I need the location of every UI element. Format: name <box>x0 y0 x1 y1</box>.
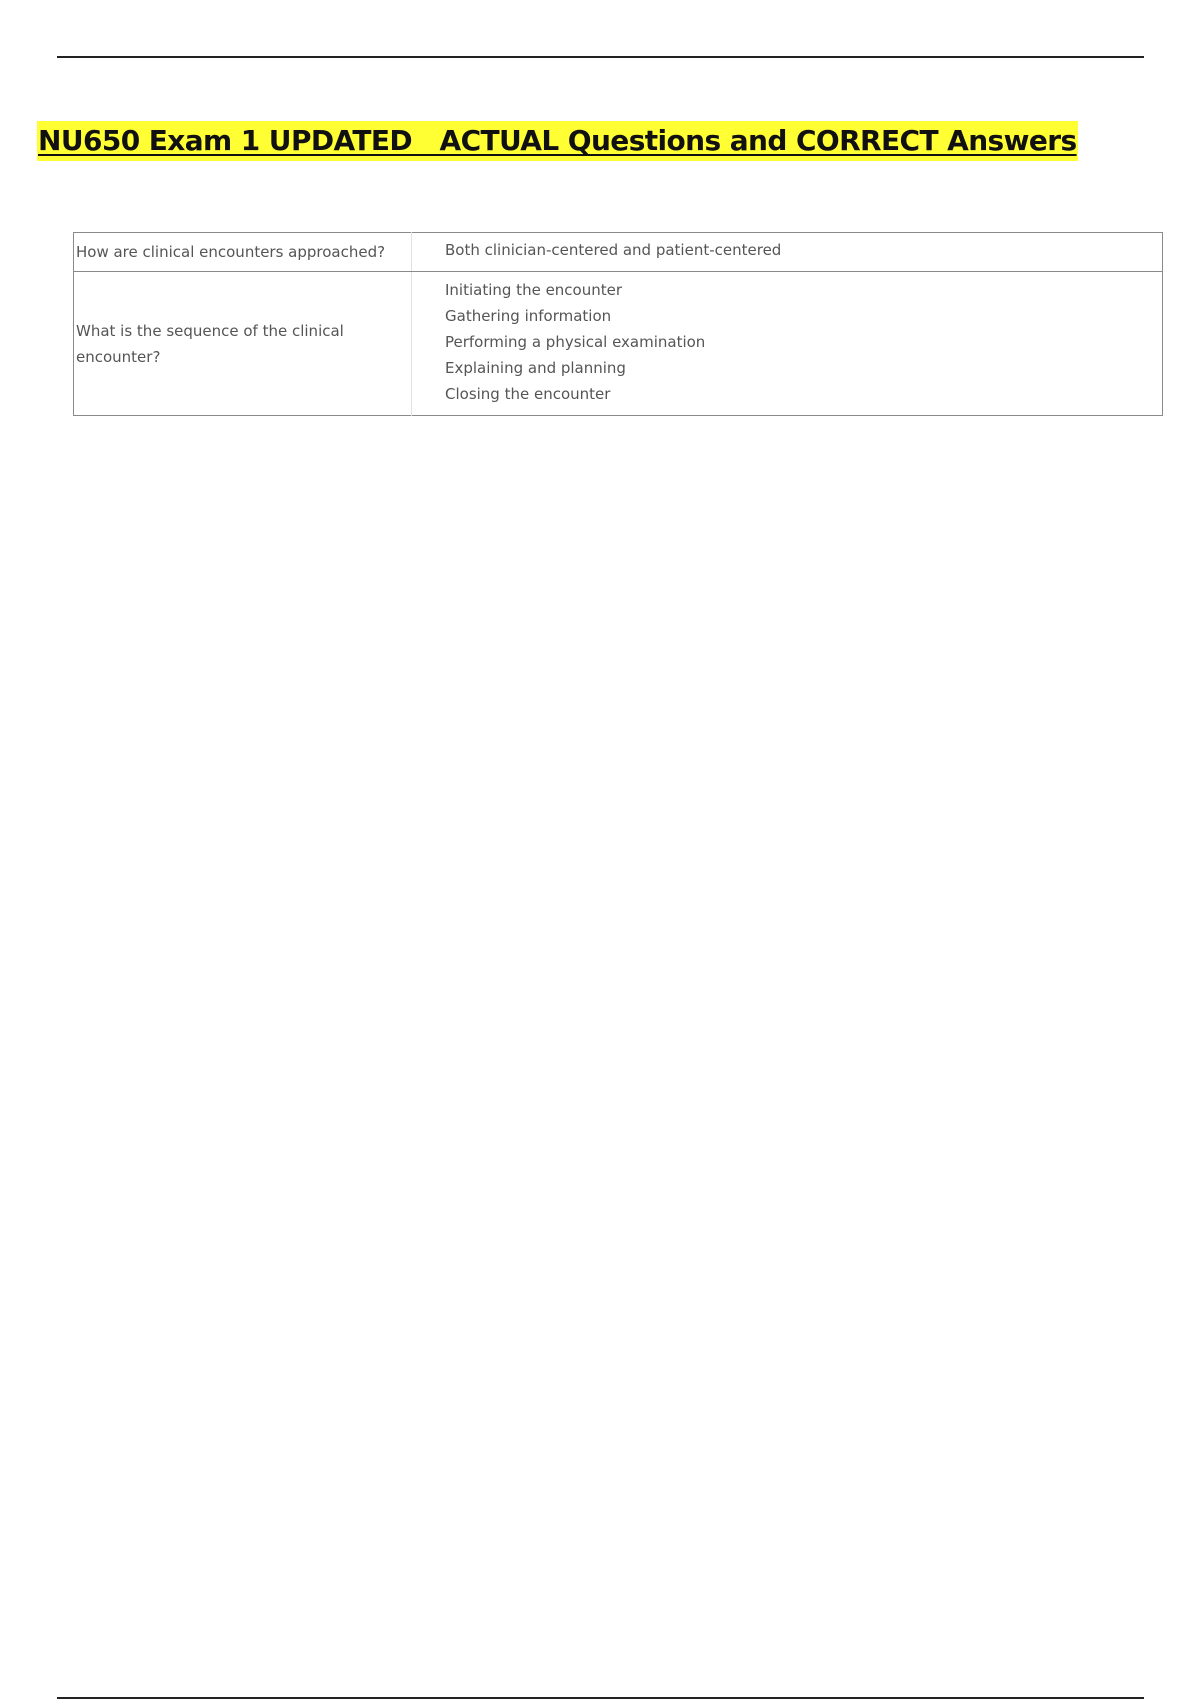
answer-line: Both clinician-centered and patient-centered <box>445 241 782 259</box>
answer-line: Performing a physical examination <box>445 332 706 351</box>
answer-line: Initiating the encounter <box>445 280 623 299</box>
qa-table <box>73 232 1163 416</box>
table-row <box>74 233 1163 272</box>
question-cell: How are clinical encounters approached? <box>74 233 412 272</box>
footer-rule <box>57 1697 1144 1699</box>
answer-cell <box>412 233 1163 272</box>
answer-line: Explaining and planning <box>445 358 626 377</box>
document-title: NU650 Exam 1 UPDATED ACTUAL Questions and CORRECT Answers <box>37 121 1078 161</box>
answer-list <box>445 275 1162 413</box>
answer-line: Closing the encounter <box>445 384 611 403</box>
table-row <box>74 272 1163 416</box>
answer-cell <box>412 272 1163 416</box>
header-rule <box>57 56 1144 58</box>
answer-list <box>445 235 1162 269</box>
question-cell: What is the sequence of the clinical encounter? <box>74 272 412 416</box>
answer-line: Gathering information <box>445 306 612 325</box>
